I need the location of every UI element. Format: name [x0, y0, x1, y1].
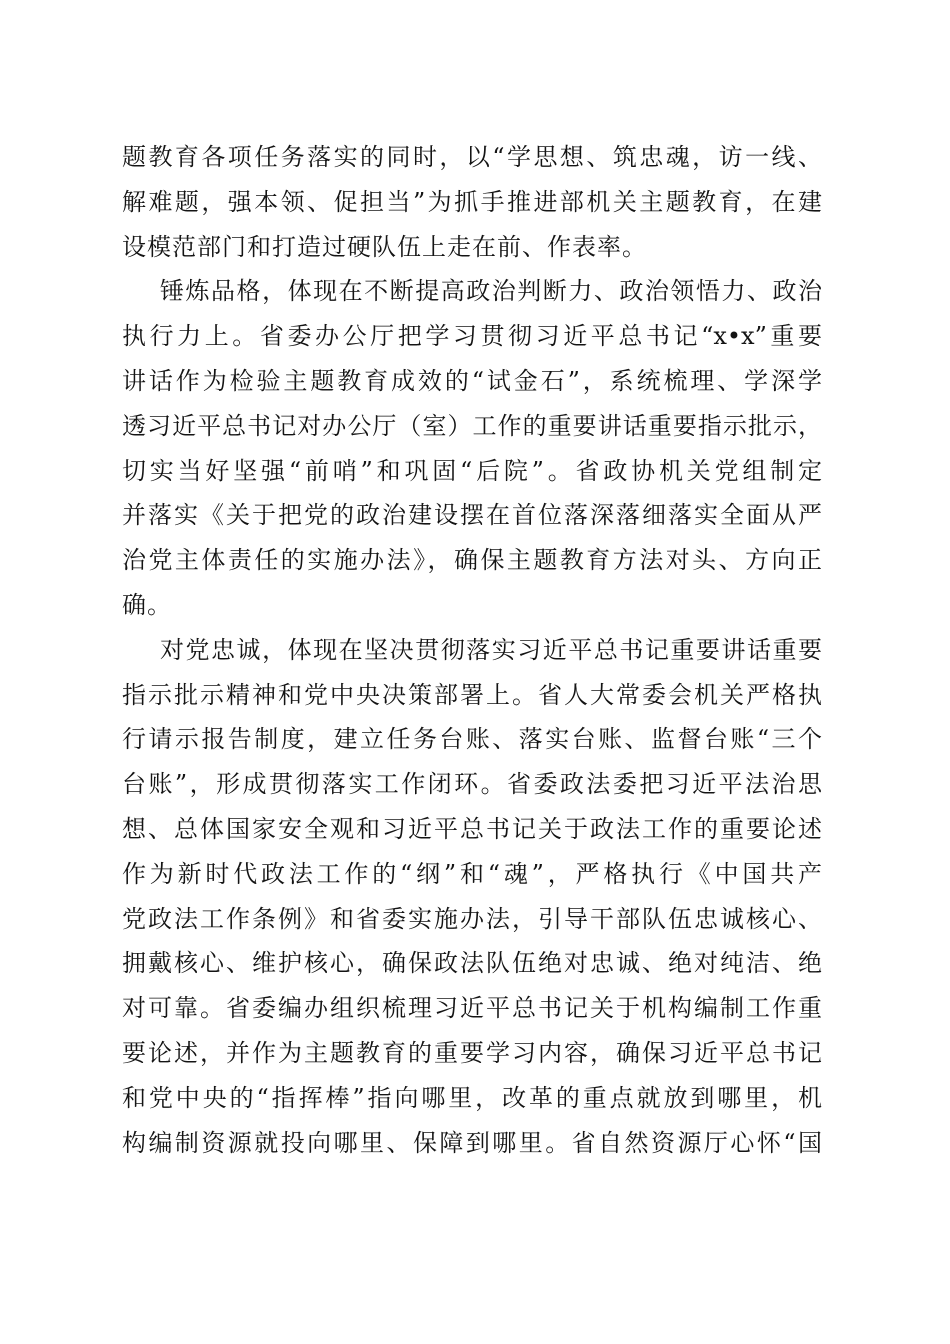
text-line: 要论述，并作为主题教育的重要学习内容，确保习近平总书记 [122, 1038, 822, 1067]
paragraph-refine-character [122, 269, 822, 627]
text-line: 和党中央的“指挥棒”指向哪里，改革的重点就放到哪里，机 [122, 1083, 822, 1112]
text-line: 题教育各项任务落实的同时，以“学思想、筑忠魂，访一线、 [122, 143, 822, 171]
text-line: 行请示报告制度，建立任务台账、落实台账、监督台账“三个 [122, 725, 822, 754]
text-line: 讲话作为检验主题教育成效的“试金石”，系统梳理、学深学 [122, 366, 822, 395]
text-line: 想、总体国家安全观和习近平总书记关于政法工作的重要论述 [122, 814, 822, 843]
text-line: 拥戴核心、维护核心，确保政法队伍绝对忠诚、绝对纯洁、绝 [122, 949, 822, 978]
paragraph-loyalty [122, 628, 822, 1166]
text-line: 指示批示精神和党中央决策部署上。省人大常委会机关严格执 [122, 680, 822, 709]
text-line: 设模范部门和打造过硬队伍上走在前、作表率。 [122, 232, 647, 261]
body-text [122, 135, 822, 1165]
text-line: 党政法工作条例》和省委实施办法，引导干部队伍忠诚核心、 [122, 904, 822, 933]
text-line: 锤炼品格，体现在不断提高政治判断力、政治领悟力、政治 [160, 277, 822, 306]
text-line: 对党忠诚，体现在坚决贯彻落实习近平总书记重要讲话重要 [160, 635, 822, 664]
text-line: 对可靠。省委编办组织梳理习近平总书记关于机构编制工作重 [122, 994, 822, 1023]
paragraph-continued [122, 135, 822, 269]
text-line: 作为新时代政法工作的“纲”和“魂”，严格执行《中国共产 [122, 859, 822, 888]
text-line: 确。 [122, 590, 172, 619]
text-line: 构编制资源就投向哪里、保障到哪里。省自然资源厅心怀“国 [122, 1128, 822, 1157]
text-line: 切实当好坚强“前哨”和巩固“后院”。省政协机关党组制定 [122, 456, 822, 485]
text-line: 执行力上。省委办公厅把学习贯彻习近平总书记“x•x”重要 [122, 322, 822, 351]
text-line: 治党主体责任的实施办法》，确保主题教育方法对头、方向正 [122, 546, 822, 575]
text-line: 并落实《关于把党的政治建设摆在首位落深落细落实全面从严 [122, 501, 822, 530]
text-line: 台账”，形成贯彻落实工作闭环。省委政法委把习近平法治思 [122, 770, 822, 799]
text-line: 透习近平总书记对办公厅（室）工作的重要讲话重要指示批示， [122, 411, 822, 440]
text-line: 解难题，强本领、促担当”为抓手推进部机关主题教育，在建 [122, 187, 822, 216]
